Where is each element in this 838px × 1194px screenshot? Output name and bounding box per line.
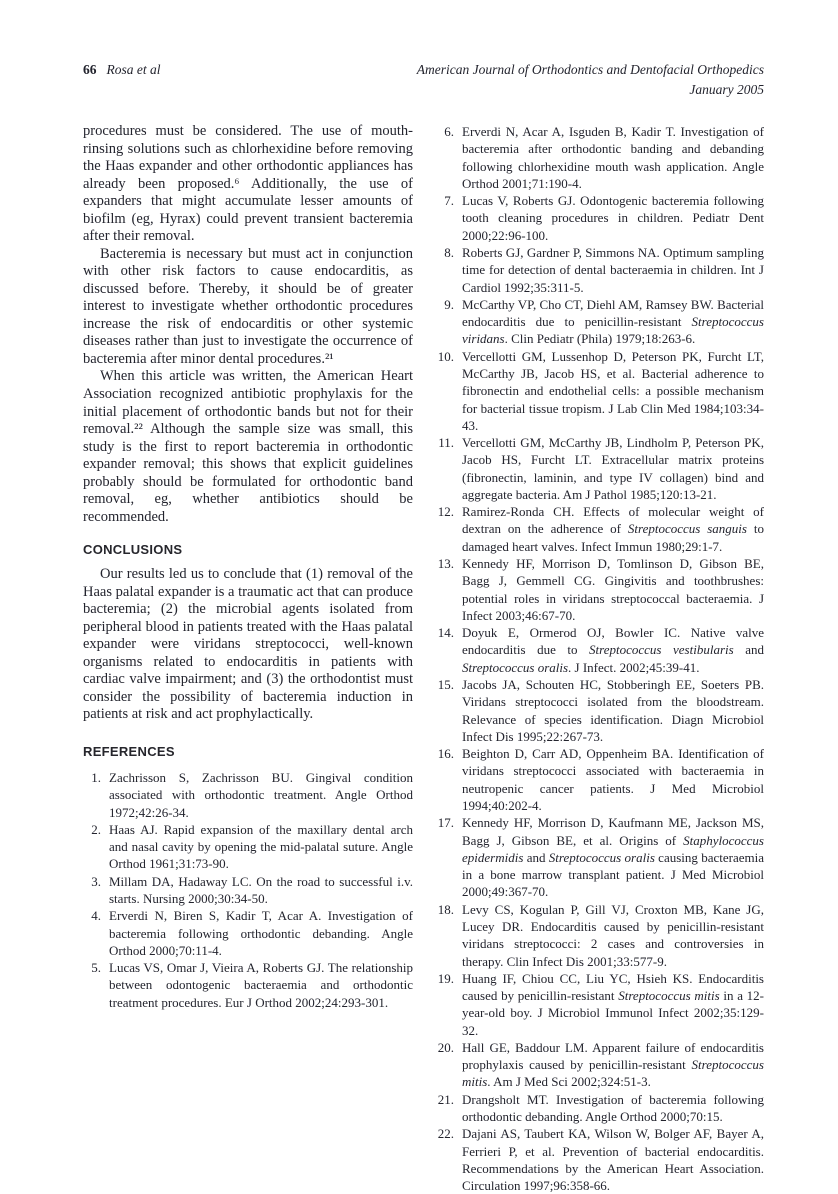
reference-item [83, 769, 413, 821]
reference-item [436, 1091, 764, 1126]
two-column-body [83, 123, 764, 1194]
reference-text: Doyuk E, Ormerod OJ, Bowler IC. Native valve endocarditis due to Streptococcus vestibularis and Streptococcus oralis. J Infect. 2002;45:39-41. [462, 625, 764, 675]
reference-number: 17. [437, 815, 454, 831]
page-number: 66 [83, 62, 97, 77]
reference-number: 9. [444, 296, 454, 312]
reference-text: McCarthy VP, Cho CT, Diehl AM, Ramsey BW. Bacterial endocarditis due to penicillin-resistant Streptococcus viridans. Clin Pediatr (Phila) 1979;18:263-6. [462, 296, 764, 347]
reference-number: 21. [437, 1091, 454, 1107]
reference-item [436, 1125, 764, 1194]
reference-item [436, 624, 764, 676]
reference-number: 10. [437, 348, 454, 364]
reference-number: 15. [437, 677, 454, 692]
reference-text: Levy CS, Kogulan P, Gill VJ, Croxton MB, Kane JG, Lucey DR. Endocarditis caused by penicillin-resistant viridans streptococci: 2 cases and controversies in therapy. Clin Infect Dis 2001;33:577-9. [462, 901, 764, 969]
left-column [83, 123, 413, 1194]
journal-name: American Journal of Orthodontics and Dentofacial Orthopedics [416, 62, 764, 77]
reference-item [83, 821, 413, 873]
reference-text: Kennedy HF, Morrison D, Kaufmann ME, Jackson MS, Bagg J, Gibson BE, et al. Origins of Staphylococcus epidermidis and Streptococcus oralis causing bacteraemia in a bone marrow transplant patient. J Med Microbiol 2000;49:367-70. [462, 815, 764, 900]
reference-item [436, 244, 764, 296]
reference-text: Lucas VS, Omar J, Vieira A, Roberts GJ. The relationship between odontogenic bacteraemia and orthodontic treatment procedures. Eur J Orthod 2002;24:293-301. [109, 960, 413, 1010]
reference-item [436, 901, 764, 970]
reference-text: Millam DA, Hadaway LC. On the road to successful i.v. starts. Nursing 2000;30:34-50. [109, 873, 413, 906]
reference-item [436, 745, 764, 814]
reference-text: Hall GE, Baddour LM. Apparent failure of endocarditis prophylaxis caused by penicillin-resistant Streptococcus mitis. Am J Med Sci 2002;324:51-3. [462, 1039, 764, 1090]
reference-text: Drangsholt MT. Investigation of bacteremia following orthodontic debanding. Angle Orthod 2000;70:15. [462, 1091, 764, 1125]
reference-item [83, 873, 413, 908]
paragraph: procedures must be considered. The use of mouth-rinsing solutions such as chlorhexidine before removing the Haas expander and other orthodontic appliances has already been proposed.⁶ Additionally, the use of expanders that might accumulate lesser amounts of biofilm (eg, Hyrax) could prevent transient bacteremia after their removal. [83, 123, 413, 245]
reference-item [436, 348, 764, 434]
reference-number: 19. [437, 970, 454, 986]
running-authors: Rosa et al [106, 62, 161, 77]
reference-text: Zachrisson S, Zachrisson BU. Gingival condition associated with orthodontic treatment. Angle Orthod 1972;42:26-34. [109, 770, 413, 820]
reference-item [436, 676, 764, 745]
conclusions-paragraph: Our results led us to conclude that (1) removal of the Haas palatal expander is a traumatic act that can produce bacteremia; (2) the microbial agents isolated from peripheral blood in patients treated with the Haas palatal expander were viridans streptococci, well-known organisms related to endocarditis in patients with cardiac valve impairment; and (3) the orthodontist must consider the possibility of bacteremia induction in patients at risk and act prophylactically. [83, 566, 413, 723]
reference-text: Dajani AS, Taubert KA, Wilson W, Bolger AF, Bayer A, Ferrieri P, et al. Prevention of bacterial endocarditis. Recommendations by the American Heart Association. Circulation 1997;96:358-66. [462, 1126, 764, 1194]
reference-number: 22. [437, 1126, 454, 1142]
issue-date: January 2005 [689, 81, 764, 97]
reference-number: 13. [437, 556, 454, 572]
reference-item [436, 814, 764, 900]
reference-number: 12. [437, 504, 454, 520]
reference-number: 14. [437, 625, 454, 641]
reference-item [436, 503, 764, 555]
paragraph: Bacteremia is necessary but must act in conjunction with other risk factors to cause endocarditis, as discussed before. Thereby, it should be of greater interest to investigate whether orthodontic procedures increase the risk of endocarditis or other systemic diseases rather than just to investigate the occurrence of bacteremia after minor dental procedures.²¹ [83, 245, 413, 367]
reference-text: Lucas V, Roberts GJ. Odontogenic bacteremia following tooth cleaning procedures in children. Pediatr Dent 2000;22:96-100. [462, 193, 764, 243]
reference-item [436, 1039, 764, 1091]
reference-number: 7. [444, 193, 454, 209]
running-head-right [417, 60, 764, 99]
reference-text: Kennedy HF, Morrison D, Tomlinson D, Gibson BE, Bagg J, Gemmell CG. Gingivitis and toothbrushes: potential roles in viridans streptococcal bacteraemia. J Infect 2003;46:67-70. [462, 556, 764, 623]
running-head-left [83, 60, 161, 80]
reference-item [436, 296, 764, 348]
reference-number: 18. [437, 901, 454, 917]
reference-item [83, 959, 413, 1011]
reference-text: Ramirez-Ronda CH. Effects of molecular weight of dextran on the adherence of Streptococcus sanguis to damaged heart valves. Infect Immun 1980;29:1-7. [462, 504, 765, 554]
references-list-left [83, 769, 413, 1011]
reference-number: 4. [91, 908, 101, 924]
reference-number: 1. [91, 770, 101, 785]
reference-number: 16. [437, 746, 454, 762]
paragraph: When this article was written, the American Heart Association recognized antibiotic prophylaxis for the initial placement of orthodontic bands but not for their removal.²² Although the sample size was small, this study is the first to report bacteremia in orthodontic expander removal; this shows that explicit guidelines probably should be formulated for orthodontic band removal, eg, whether antibiotics should be recommended. [83, 368, 413, 525]
reference-number: 20. [437, 1039, 454, 1055]
reference-text: Erverdi N, Biren S, Kadir T, Acar A. Investigation of bacteremia following orthodontic debanding. Angle Orthod 2000;70:11-4. [109, 908, 413, 958]
reference-text: Huang IF, Chiou CC, Liu YC, Hsieh KS. Endocarditis caused by penicillin-resistant Streptococcus mitis in a 12-year-old boy. J Microbiol Immunol Infect 2002;35:129-32. [462, 970, 764, 1038]
reference-text: Roberts GJ, Gardner P, Simmons NA. Optimum sampling time for detection of dental bacteraemia in children. Int J Cardiol 1992;35:311-5. [462, 244, 764, 295]
reference-item [436, 434, 764, 503]
reference-number: 3. [91, 873, 101, 889]
reference-item [436, 970, 764, 1039]
page-header [83, 60, 764, 99]
references-heading: REFERENCES [83, 744, 175, 759]
reference-number: 2. [91, 821, 101, 837]
reference-item [436, 192, 764, 244]
reference-text: Erverdi N, Acar A, Isguden B, Kadir T. Investigation of bacteremia after orthodontic banding and debanding following chlorhexidine mouth wash application. Angle Orthod 2001;71:190-4. [462, 124, 764, 191]
reference-number: 6. [444, 124, 454, 139]
reference-text: Jacobs JA, Schouten HC, Stobberingh EE, Soeters PB. Viridans streptococci isolated from the bloodstream. Relevance of species identification. Diagn Microbiol Infect Dis 1995;22:267-73. [462, 677, 764, 744]
reference-text: Vercellotti GM, McCarthy JB, Lindholm P, Peterson PK, Jacob HS, Furcht LT. Extracellular matrix proteins (fibronectin, laminin, and type IV collagen) bind and aggregate bacteria. Am J Pathol 1985;120:13-21. [462, 435, 764, 502]
reference-item [436, 555, 764, 624]
reference-item [436, 123, 764, 192]
reference-item [83, 907, 413, 959]
references-list-right [436, 123, 764, 1194]
reference-number: 5. [91, 960, 101, 976]
reference-text: Haas AJ. Rapid expansion of the maxillary dental arch and nasal cavity by opening the mid-palatal suture. Angle Orthod 1961;31:73-90. [109, 821, 413, 872]
right-column [436, 123, 764, 1194]
reference-number: 11. [438, 435, 454, 451]
conclusions-heading: CONCLUSIONS [83, 542, 183, 558]
reference-text: Vercellotti GM, Lussenhop D, Peterson PK, Furcht LT, McCarthy JB, Jacob HS, et al. Bacterial adherence to fibronectin and endothelial cells: a possible mechanism for bacterial tissue tropism. J Lab Clin Med 1984;103:34-43. [462, 348, 764, 433]
reference-number: 8. [444, 244, 454, 260]
reference-text: Beighton D, Carr AD, Oppenheim BA. Identification of viridans streptococci associated with bacteraemia in neutropenic cancer patients. J Med Microbiol 1994;40:202-4. [462, 746, 764, 813]
